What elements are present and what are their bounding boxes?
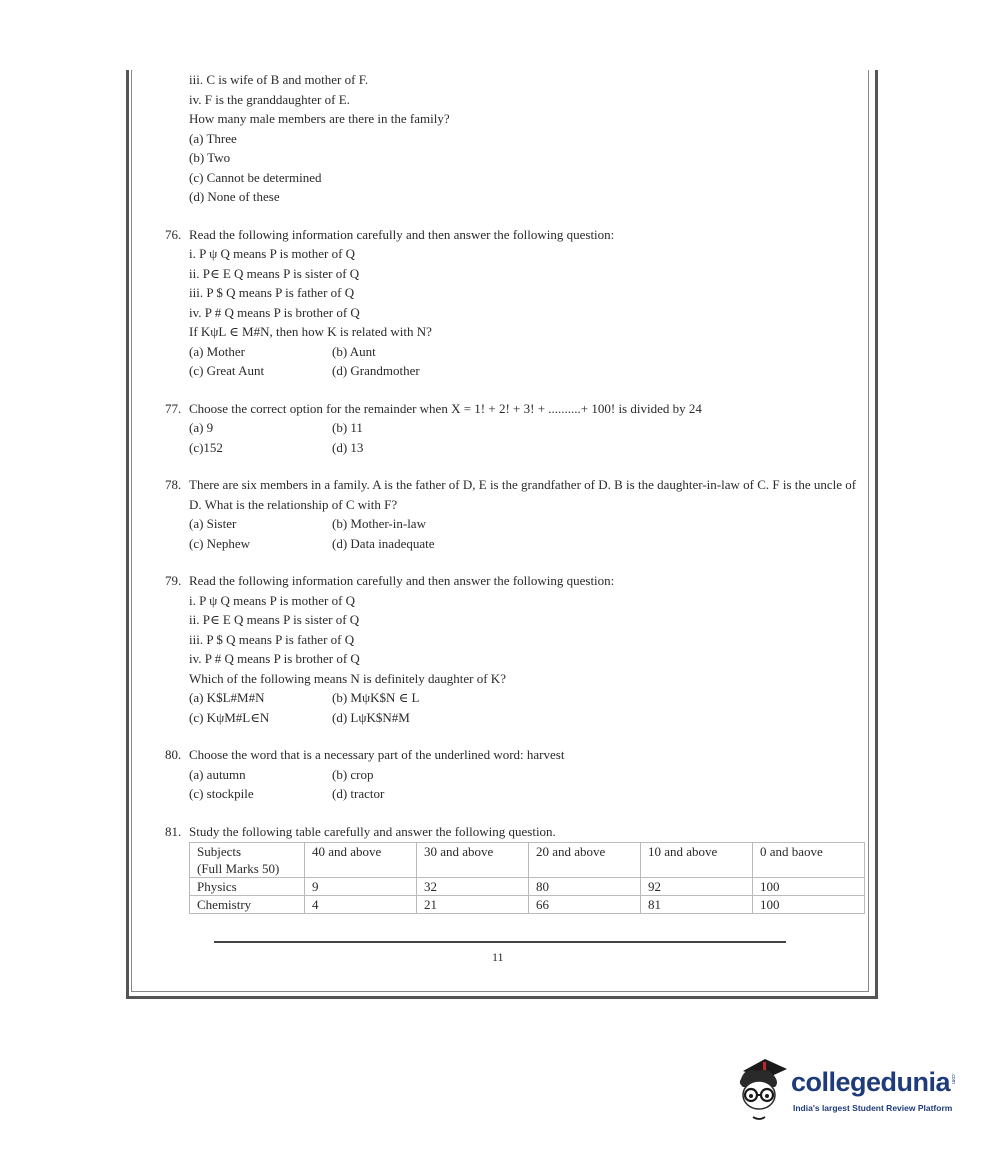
- question-text: Which of the following means N is definitely daughter of K?: [189, 670, 506, 686]
- question-stem: There are six members in a family. A is the father of D, E is the grandfather of D. B is the daughter-in-law of C. F is the uncle of D. What is the relationship of C with F?: [189, 477, 857, 512]
- table-cell: 100: [753, 896, 865, 914]
- option-b: (b) Mother-in-law: [332, 516, 426, 531]
- rule-line: ii. P∈ E Q means P is sister of Q: [189, 612, 360, 627]
- option-d: (d) Grandmother: [332, 363, 420, 378]
- rule-line: iv. P # Q means P is brother of Q: [189, 651, 360, 666]
- question-stem: Read the following information carefully and then answer the following question:: [189, 226, 615, 242]
- option-a: (a) 9: [189, 420, 214, 435]
- question-79: [165, 571, 865, 727]
- question-content: [165, 70, 865, 914]
- option-d: (d) tractor: [332, 786, 385, 801]
- option-c: (c)152: [189, 439, 223, 455]
- question-stem: Read the following information carefully and then answer the following question:: [189, 573, 615, 588]
- q75-option: (a) Three: [189, 130, 237, 146]
- option-a: (a) K$L#M#N: [189, 690, 265, 705]
- table-cell: Physics: [190, 878, 305, 896]
- table-header-cell: 30 and above: [417, 843, 529, 878]
- brand-name: collegedunia: [791, 1067, 951, 1097]
- option-a: (a) Sister: [189, 516, 237, 531]
- rule-line: ii. P∈ E Q means P is sister of Q: [189, 265, 360, 281]
- question-text: If KψL ∈ M#N, then how K is related with N?: [189, 324, 432, 339]
- option-c: (c) Nephew: [189, 535, 250, 551]
- table-cell: 80: [529, 878, 641, 896]
- question-stem: Choose the word that is a necessary part of the underlined word: harvest: [189, 747, 565, 762]
- question-number: 81.: [165, 823, 182, 839]
- question-number: 77.: [165, 400, 182, 416]
- question-76: [165, 225, 865, 381]
- option-d: (d) 13: [332, 439, 364, 455]
- rule-line: iii. P $ Q means P is father of Q: [189, 285, 355, 300]
- page-number: 11: [492, 950, 504, 964]
- option-b: (b) crop: [332, 766, 374, 782]
- q75-option: (b) Two: [189, 150, 231, 165]
- table-header-subtext: (Full Marks 50): [197, 861, 280, 876]
- option-c: (c) KψM#L∈N: [189, 709, 270, 725]
- table-cell: 92: [641, 878, 753, 896]
- question-number: 78.: [165, 477, 182, 492]
- option-c: (c) stockpile: [189, 786, 254, 801]
- question-81: [165, 822, 865, 915]
- question-77: [165, 399, 865, 458]
- marks-table: [189, 842, 865, 914]
- rule-line: iv. P # Q means P is brother of Q: [189, 304, 360, 320]
- q75-option: (c) Cannot be determined: [189, 169, 322, 185]
- table-cell: 9: [305, 878, 417, 896]
- q75-line: iii. C is wife of B and mother of F.: [189, 72, 369, 87]
- option-b: (b) MψK$N ∈ L: [332, 690, 420, 705]
- mascot-icon: [735, 1053, 791, 1125]
- collegedunia-logo: [735, 1053, 965, 1133]
- option-a: (a) Mother: [189, 343, 245, 359]
- question-78: [165, 475, 865, 553]
- option-a: (a) autumn: [189, 766, 246, 782]
- q75-line: How many male members are there in the family?: [189, 111, 450, 126]
- table-header-row: [190, 843, 865, 878]
- rule-line: i. P ψ Q means P is mother of Q: [189, 246, 356, 261]
- table-cell: 81: [641, 896, 753, 914]
- q75-line: iv. F is the granddaughter of E.: [189, 91, 350, 107]
- table-cell: 66: [529, 896, 641, 914]
- rule-line: iii. P $ Q means P is father of Q: [189, 631, 355, 647]
- question-stem: Study the following table carefully and answer the following question.: [189, 823, 556, 839]
- question-80: [165, 745, 865, 804]
- footer-rule: [214, 941, 786, 943]
- table-cell: 32: [417, 878, 529, 896]
- table-header-cell: 40 and above: [305, 843, 417, 878]
- brand-suffix: .com: [950, 1073, 956, 1084]
- option-c: (c) Great Aunt: [189, 363, 265, 378]
- q75-option: (d) None of these: [189, 189, 280, 204]
- table-header-cell: 20 and above: [529, 843, 641, 878]
- table-cell: 21: [417, 896, 529, 914]
- option-b: (b) 11: [332, 420, 363, 435]
- table-cell: 100: [753, 878, 865, 896]
- question-75-continued: [165, 70, 865, 207]
- rule-line: i. P ψ Q means P is mother of Q: [189, 592, 356, 608]
- question-number: 76.: [165, 226, 182, 242]
- question-number: 79.: [165, 573, 182, 588]
- brand-tagline: India's largest Student Review Platform: [793, 1103, 953, 1113]
- question-number: 80.: [165, 747, 182, 762]
- table-row: [190, 896, 865, 914]
- table-cell: Chemistry: [190, 896, 305, 914]
- option-d: (d) LψK$N#M: [332, 709, 410, 725]
- table-row: [190, 878, 865, 896]
- table-header-cell: 10 and above: [641, 843, 753, 878]
- table-header-cell: 0 and baove: [753, 843, 865, 878]
- table-cell: 4: [305, 896, 417, 914]
- option-d: (d) Data inadequate: [332, 535, 435, 551]
- table-header-cell: Subjects (Full Marks 50): [190, 843, 305, 878]
- question-stem: Choose the correct option for the remainder when X = 1! + 2! + 3! + ..........+ 100! is divided by 24: [189, 400, 702, 416]
- option-b: (b) Aunt: [332, 343, 376, 359]
